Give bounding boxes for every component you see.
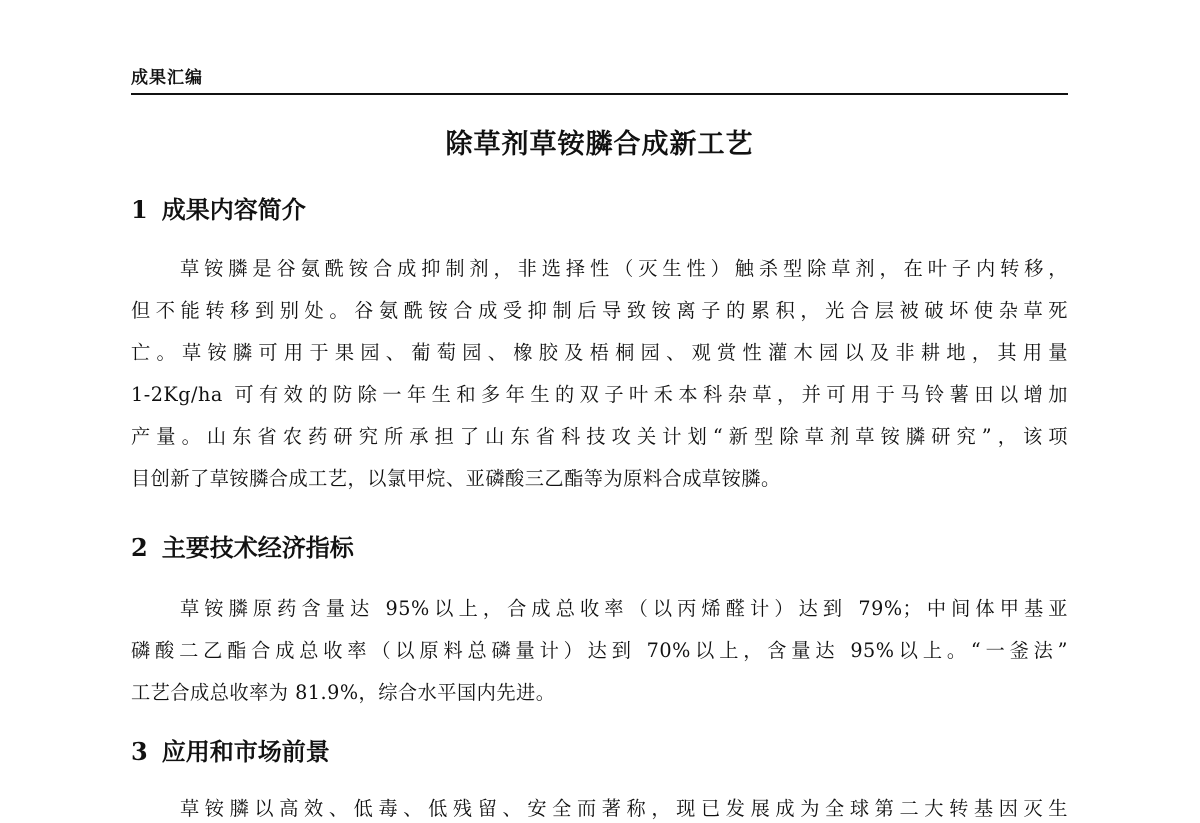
- running-header: 成果汇编: [131, 68, 203, 88]
- section-heading-1: [131, 193, 306, 227]
- document-title: 除草剂草铵膦合成新工艺: [445, 129, 754, 160]
- paragraph-line: 磷酸二乙酯合成总收率（以原料总磷量计）达到 70%以上，含量达 95%以上。“一釜法”: [131, 639, 1068, 662]
- section-number: 3: [131, 737, 148, 766]
- paragraph-line: 草铵膦是谷氨酰铵合成抑制剂，非选择性（灭生性）触杀型除草剂，在叶子内转移，: [180, 257, 1068, 280]
- header-rule: [131, 93, 1068, 95]
- section-number: 1: [131, 195, 148, 224]
- paragraph-line: 草铵膦以高效、低毒、低残留、安全而著称，现已发展成为全球第二大转基因灭生: [180, 797, 1068, 820]
- paragraph-line: 草铵膦原药含量达 95%以上，合成总收率（以丙烯醛计）达到 79%；中间体甲基亚: [180, 597, 1068, 620]
- section-title: 主要技术经济指标: [161, 533, 354, 562]
- paragraph-line: 目创新了草铵膦合成工艺，以氯甲烷、亚磷酸三乙酯等为原料合成草铵膦。: [131, 467, 781, 490]
- section-number: 2: [131, 533, 148, 562]
- paragraph-line: 工艺合成总收率为 81.9%，综合水平国内先进。: [131, 681, 556, 704]
- paragraph-line: 产量。山东省农药研究所承担了山东省科技攻关计划“新型除草剂草铵膦研究”，该项: [131, 425, 1068, 448]
- section-heading-2: [131, 531, 354, 565]
- paragraph-line: 但不能转移到别处。谷氨酰铵合成受抑制后导致铵离子的累积，光合层被破坏使杂草死: [131, 299, 1068, 322]
- paragraph-line: 1-2Kg/ha 可有效的防除一年生和多年生的双子叶禾本科杂草，并可用于马铃薯田以增加: [131, 383, 1068, 406]
- paragraph-line: 亡。草铵膦可用于果园、葡萄园、橡胶及梧桐园、观赏性灌木园以及非耕地，其用量: [131, 341, 1068, 364]
- section-title: 成果内容简介: [161, 195, 306, 224]
- section-title: 应用和市场前景: [161, 737, 330, 766]
- section-heading-3: [131, 735, 330, 769]
